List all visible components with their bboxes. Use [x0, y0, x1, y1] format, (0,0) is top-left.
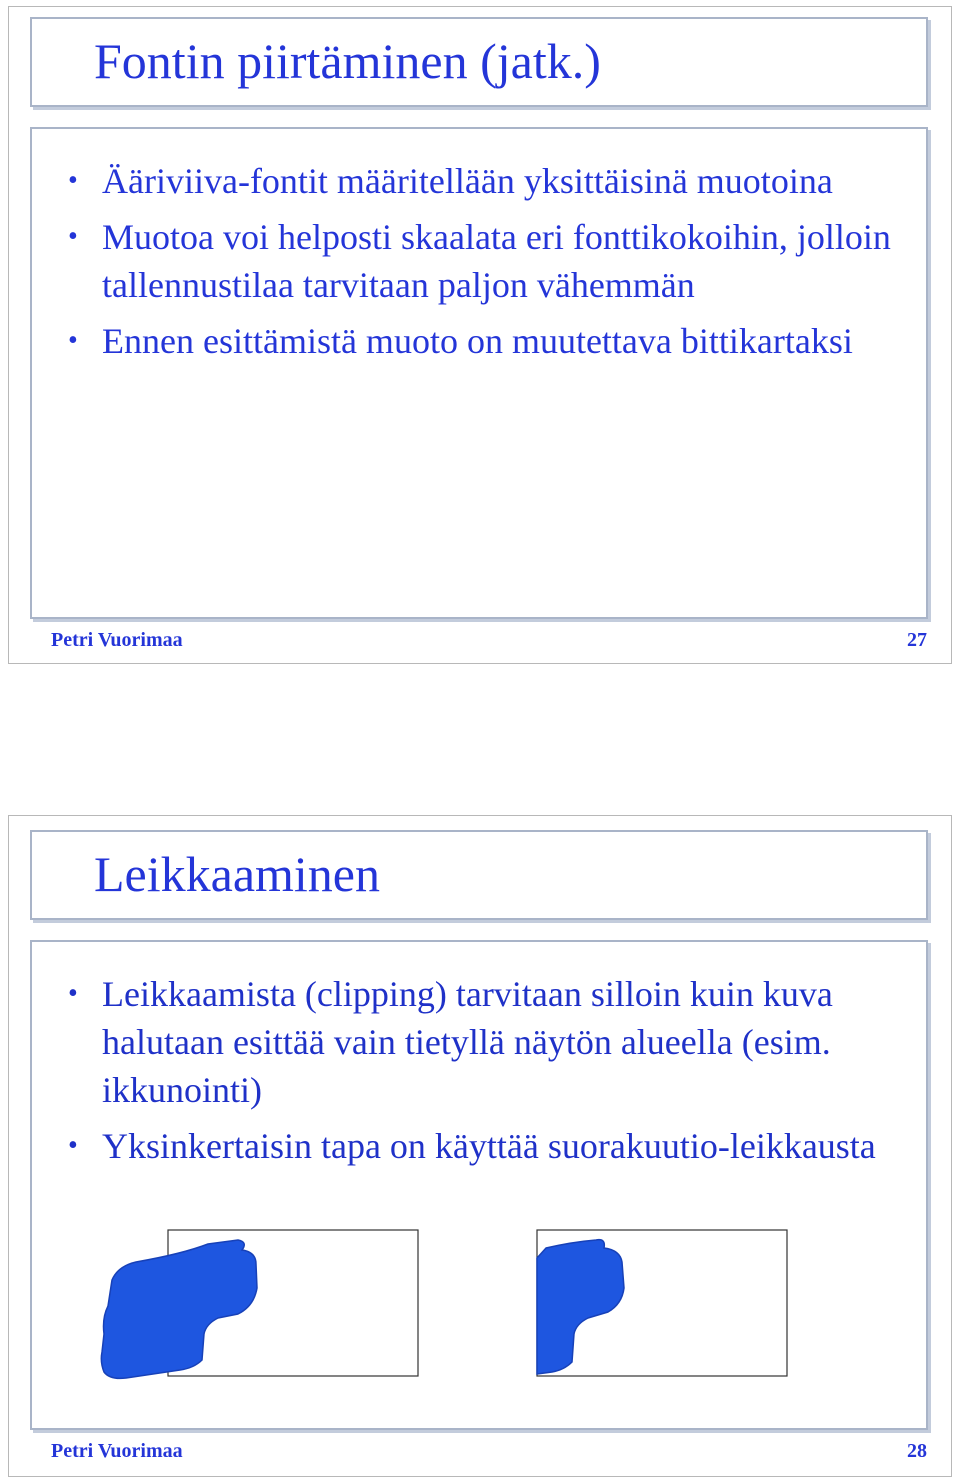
bullet-dot-icon: • — [68, 221, 78, 252]
bullet-item — [32, 157, 926, 205]
blob-shape-unclipped — [101, 1240, 257, 1378]
slide-27 — [8, 6, 952, 664]
blob-shape-clipped — [537, 1240, 624, 1374]
unclipped-example — [101, 1230, 418, 1378]
clipping-illustration — [32, 942, 926, 1428]
bullet-text: Muotoa voi helposti skaalata eri fonttikokoihin, jolloin tallennustilaa tarvitaan paljon vähemmän — [102, 217, 891, 305]
bullet-dot-icon: • — [68, 165, 78, 196]
clipped-example — [537, 1230, 787, 1376]
bullet-item — [32, 213, 926, 309]
slide-title: Fontin piirtäminen (jatk.) — [94, 33, 601, 89]
bullet-text: Yksinkertaisin tapa on käyttää suorakuutio-leikkausta — [102, 1126, 876, 1166]
bullet-dot-icon: • — [68, 978, 78, 1009]
bullet-item — [32, 317, 926, 365]
slide-body-box — [30, 127, 928, 619]
slide-title-box — [30, 830, 928, 920]
bullet-text: Leikkaamista (clipping) tarvitaan silloin kuin kuva halutaan esittää vain tietyllä näytön alueella (esim. ikkunointi) — [102, 974, 833, 1110]
bullet-text: Ääriviiva-fontit määritellään yksittäisinä muotoina — [102, 161, 833, 201]
bullet-text: Ennen esittämistä muoto on muutettava bittikartaksi — [102, 321, 853, 361]
slide-28 — [8, 815, 952, 1477]
slide-title-box — [30, 17, 928, 107]
page-number: 27 — [907, 629, 927, 651]
footer-author: Petri Vuorimaa — [51, 1440, 183, 1462]
slide-body-box — [30, 940, 928, 1430]
bullet-dot-icon: • — [68, 325, 78, 356]
footer-author: Petri Vuorimaa — [51, 629, 183, 651]
page-number: 28 — [907, 1440, 927, 1462]
bullet-list — [32, 157, 926, 373]
slide-title: Leikkaaminen — [94, 846, 380, 902]
bullet-dot-icon: • — [68, 1130, 78, 1161]
